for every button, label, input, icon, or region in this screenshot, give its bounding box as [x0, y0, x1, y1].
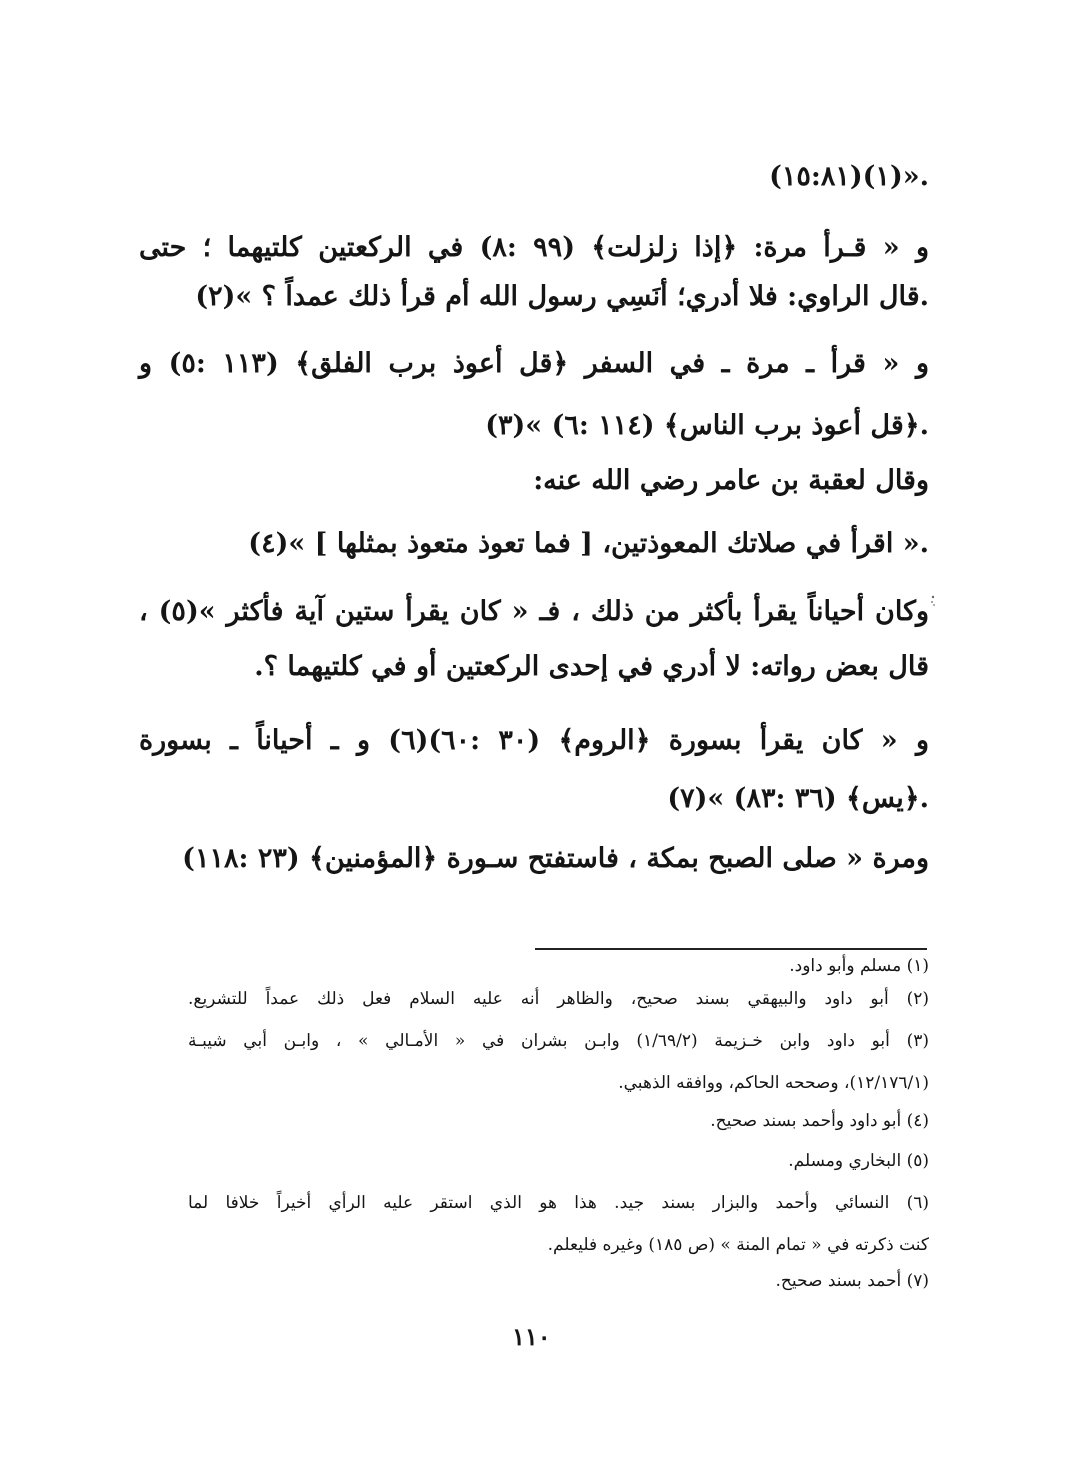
- footnote-continuation: كنت ذكرته في « تمام المنة » (ص ١٨٥) وغيره فليعلم.: [547, 1235, 929, 1255]
- text-line: و « قـرأ مرة: ﴿إذا زلزلت﴾ (٩٩ :٨) في الركعتين كلتيهما ؛ حتى: [139, 232, 929, 263]
- footnote: (٣) أبو داود وابن خـزيمة (١/٦٩/٢) وابـن بشران في « الأمـالي » ، وابـن أبي شيبـة: [188, 1031, 929, 1051]
- text-line: وكان أحياناً يقرأ بأكثر من ذلك ، فـ « كان يقرأ ستين آية فأكثر »(٥) ،: [139, 596, 929, 627]
- text-line: قال بعض رواته: لا أدري في إحدى الركعتين أو في كلتيهما ؟.: [254, 651, 929, 682]
- text-line: .﴿قل أعوذ برب الناس﴾ (١١٤ :٦) »(٣): [485, 410, 929, 441]
- text-line: ومرة « صلى الصبح بمكة ، فاستفتح سـورة ﴿المؤمنين﴾ (٢٣ :١١٨): [182, 843, 929, 874]
- text-line: .«(١)(١٥:٨١): [769, 161, 929, 192]
- footnote: (٤) أبو داود وأحمد بسند صحيح.: [710, 1111, 929, 1131]
- footnote: (٧) أحمد بسند صحيح.: [775, 1271, 929, 1291]
- text-line: وقال لعقبة بن عامر رضي الله عنه:: [533, 465, 929, 496]
- footnote-continuation: (١٢/١٧٦/١)، وصححه الحاكم، ووافقه الذهبي.: [618, 1073, 929, 1093]
- text-line: و « كان يقرأ بسورة ﴿الروم﴾ (٣٠ :٦٠)(٦) و ـ أحياناً ـ بسورة: [139, 725, 929, 756]
- footnote: (٦) النسائي وأحمد والبزار بسند جيد. هذا هو الذي استقر عليه الرأي أخيراً خلافا لما: [188, 1193, 929, 1213]
- footnote-separator: [535, 948, 927, 950]
- footnote: (١) مسلم وأبو داود.: [789, 956, 929, 976]
- page-number: ١١٠: [512, 1322, 551, 1351]
- scan-speck: [930, 594, 936, 608]
- text-line: .« اقرأ في صلاتك المعوذتين، [ فما تعوذ متعوذ بمثلها ] »(٤): [248, 528, 929, 559]
- text-line: .﴿يس﴾ (٣٦ :٨٣) »(٧): [667, 783, 929, 814]
- text-line: و « قرأ ـ مرة ـ في السفر ﴿قل أعوذ برب الفلق﴾ (١١٣ :٥) و: [139, 348, 929, 379]
- footnote: (٢) أبو داود والبيهقي بسند صحيح، والظاهر أنه عليه السلام فعل ذلك عمداً للتشريع.: [188, 989, 929, 1009]
- text-line: .قال الراوي: فلا أدري؛ أنَسِي رسول الله أم قرأ ذلك عمداً ؟ »(٢): [195, 281, 929, 312]
- footnote: (٥) البخاري ومسلم.: [788, 1151, 929, 1171]
